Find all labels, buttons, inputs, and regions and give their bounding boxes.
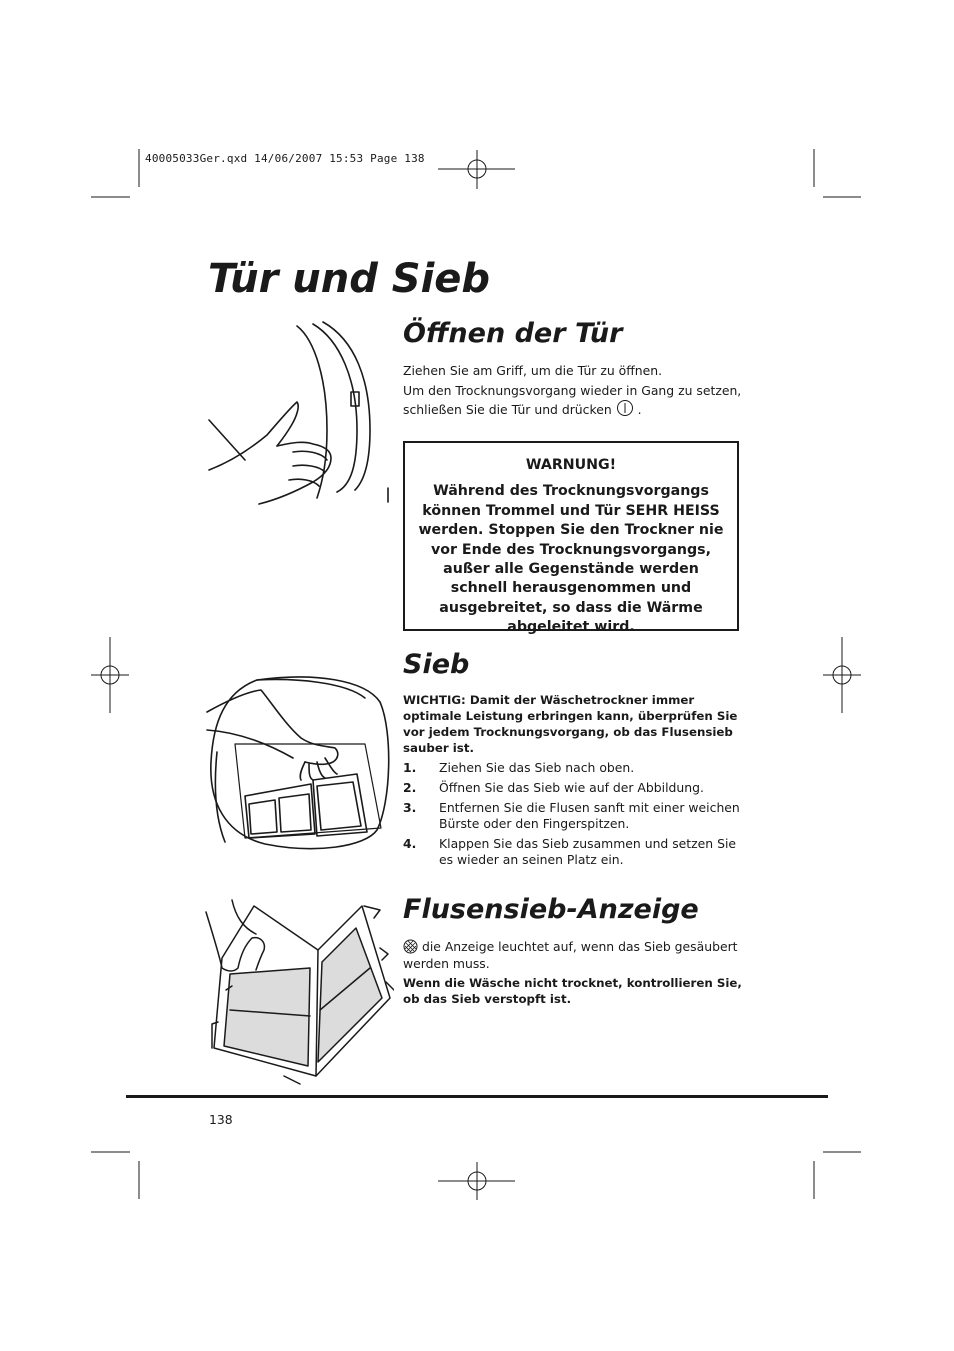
print-slug: 40005033Ger.qxd 14/06/2007 15:53 Page 138	[145, 152, 425, 165]
warning-box	[403, 441, 739, 636]
page-title: Tür und Sieb	[208, 256, 491, 302]
step-number: 4.	[403, 836, 417, 851]
step-number: 2.	[403, 780, 417, 795]
sieve-heading: Sieb	[403, 649, 470, 680]
sieve-step	[403, 836, 748, 868]
start-button-icon	[616, 399, 634, 417]
door-para-2-line-1: Um den Trocknungsvorgang wieder in Gang zu setzen,	[403, 383, 742, 398]
door-para-2-line-2	[403, 399, 745, 418]
sieve-removal-illustration	[205, 672, 395, 857]
filter-cleaning-illustration	[204, 898, 394, 1086]
sieve-text	[403, 692, 748, 872]
indicator-para-1	[403, 938, 745, 972]
step-text: Öffnen Sie das Sieb wie auf der Abbildung.	[439, 780, 704, 795]
indicator-heading: Flusensieb-Anzeige	[403, 894, 699, 925]
indicator-text	[403, 938, 745, 1007]
door-para-1: Ziehen Sie am Griff, um die Tür zu öffnen.	[403, 363, 663, 378]
indicator-para-2: Wenn die Wäsche nicht trocknet, kontrollieren Sie, ob das Sieb verstopft ist.	[403, 976, 742, 1006]
door-para-2-end: .	[637, 402, 642, 417]
step-text: Ziehen Sie das Sieb nach oben.	[439, 760, 635, 775]
footer-rule	[126, 1095, 828, 1098]
filter-indicator-icon	[403, 939, 418, 954]
door-heading: Öffnen der Tür	[403, 318, 623, 349]
warning-heading: WARNUNG!	[525, 457, 617, 473]
door-para-2-text: schließen Sie die Tür und drücken	[403, 402, 612, 417]
sieve-important: WICHTIG: Damit der Wäschetrockner immer optimale Leistung erbringen kann, überprüfen Sie vor jedem Trocknungsvorgang, ob das Flusensieb sauber ist.	[403, 693, 738, 755]
sieve-step	[403, 800, 748, 832]
indicator-para-1-text: die Anzeige leuchtet auf, wenn das Sieb gesäubert werden muss.	[403, 939, 738, 971]
warning-text: Während des Trocknungsvorgangs können Trommel und Tür SEHR HEISS werden. Stoppen Sie den Trockner nie vor Ende des Trocknungsvorgangs, außer alle Gegenstände werden schnell herausgenommen und ausgebreitet, so dass die Wärme abgeleitet wird.	[418, 483, 724, 636]
page-number: 138	[209, 1112, 233, 1127]
sieve-steps	[403, 760, 748, 868]
step-number: 1.	[403, 760, 417, 775]
step-text: Entfernen Sie die Flusen sanft mit einer weichen Bürste oder den Fingerspitzen.	[439, 800, 740, 831]
door-text	[403, 362, 745, 421]
sieve-step	[403, 760, 748, 776]
sieve-step	[403, 780, 748, 796]
step-text: Klappen Sie das Sieb zusammen und setzen Sie es wieder an seinen Platz ein.	[439, 836, 737, 867]
door-opening-illustration	[205, 320, 395, 510]
step-number: 3.	[403, 800, 417, 815]
